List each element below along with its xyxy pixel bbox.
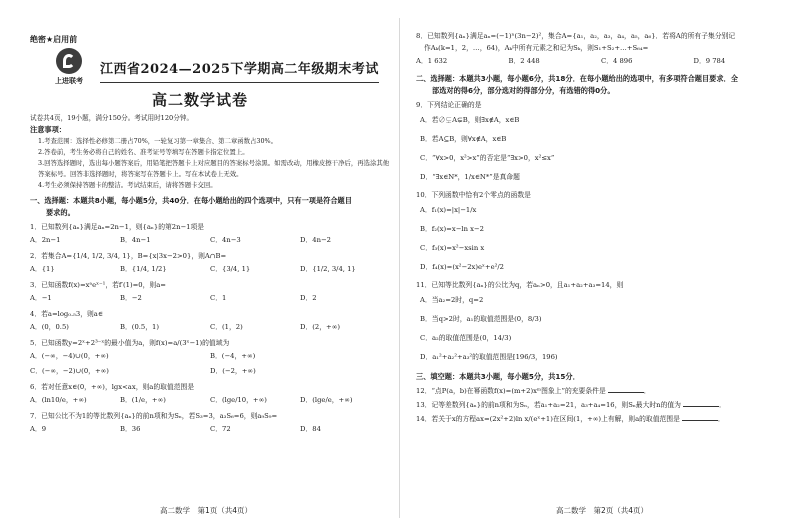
question-13: 13．记等差数列{aₙ}的前n项和为Sₙ，若a₁+a₂=21，a₃+a₄=16，则Sₙ最大时n的值为 ． <box>416 401 726 409</box>
subject-title: 高二数学试卷 <box>151 91 248 109</box>
answer-blank[interactable] <box>608 392 644 393</box>
option-b[interactable]: B．f₂(x)=x−ln x−2 <box>420 225 484 233</box>
note-item: 2.答卷前，考生务必将自己的姓名、准考证号等填写在答题卡指定位置上。 <box>38 148 249 156</box>
question-7: 7．已知公比不为1的等比数列{aₙ}的前n项和为Sₙ，若S₃=3，a₃S₆=6，则a₉S₉= <box>30 412 278 420</box>
option-b[interactable]: B．(−4，+∞) <box>210 352 256 360</box>
option-b[interactable]: B．{1/4, 1/2} <box>120 265 167 273</box>
right-page-body <box>416 28 786 425</box>
question-2: 2．若集合A={1/4, 1/2, 3/4, 1}，B={x|3x−2>0}，则A∩B= <box>30 252 227 260</box>
question-5: 5．已知函数y=2ˣ+2³⁻ˣ的最小值为a，则f(x)=a/(3ˣ−1)的值域为 <box>30 339 230 347</box>
exam-logo <box>52 48 86 92</box>
option-a[interactable]: A．(−∞，−4)∪(0，+∞) <box>30 352 109 360</box>
confidential-mark: 绝密★启用前 <box>30 35 78 44</box>
question-10: 10．下列函数中恰有2个零点的函数是 <box>416 191 531 199</box>
question-12: 12．“点P(a，b)在幂函数f(x)=(m+2)xᵐ图象上”的充要条件是 ． <box>416 387 651 395</box>
question-4: 4．若a=log₀.₅3，则a∈ <box>30 310 103 318</box>
option-a[interactable]: A．若∅⊊A⊊B，则∃x∉A，x∈B <box>420 116 520 124</box>
option-a[interactable]: A．2n−1 <box>30 236 61 244</box>
option-c[interactable]: C．(1，2) <box>210 323 243 331</box>
page-footer-left: 高二数学 第1页（共4页） <box>160 506 253 515</box>
option-d[interactable]: D．84 <box>300 425 321 433</box>
option-d[interactable]: D．4n−2 <box>300 236 331 244</box>
option-a[interactable]: A．9 <box>30 425 47 433</box>
question-3: 3．已知函数f(x)=xᵃeˣ⁻¹，若f′(1)=0，则a= <box>30 281 166 289</box>
question-4-options <box>30 320 390 335</box>
page-footer-right: 高二数学 第2页（共4页） <box>556 506 649 515</box>
option-c[interactable]: C．{3/4, 1} <box>210 265 251 273</box>
option-a[interactable]: A．−1 <box>30 294 52 302</box>
option-a[interactable]: A．1 632 <box>416 57 448 65</box>
section2-title: 二、选择题：本题共3小题，每小题6分，共18分．在每小题给出的选项中，有多项符合题目要求．全 部选对的得6分，部分选对的得部分分，有选错的得0分。 <box>416 74 738 95</box>
option-a[interactable]: A．f₁(x)=|x|−1/x <box>420 206 477 214</box>
option-d[interactable]: D．a₁²+a₂²+a₃²的取值范围是[196/3，196) <box>420 353 558 361</box>
question-5-options-row1 <box>30 349 390 364</box>
question-14: 14．若关于x的方程ax=(2x²+2)ln x/(eˣ+1)在区间(1，+∞)上有解，则a的取值范围是 ． <box>416 415 725 423</box>
option-d[interactable]: D．{1/2, 3/4, 1} <box>300 265 356 273</box>
option-c[interactable]: C．“∀x>0，x²>x”的否定是“∃x>0，x²≤x” <box>420 154 555 162</box>
option-d[interactable]: D．2 <box>300 294 317 302</box>
question-1: 1．已知数列{aₙ}满足aₙ=2n−1，则{aₙ}的第2n−1项是 <box>30 223 205 231</box>
left-page-body <box>30 112 390 437</box>
option-d[interactable]: D．(2，+∞) <box>300 323 341 331</box>
question-1-options <box>30 233 390 248</box>
note-item: 1.考查范围：选择性必修第二册占70%，一轮复习第一章集合、第二章函数占30%。 <box>38 137 278 145</box>
option-c[interactable]: C．a₂的取值范围是(0，14/3) <box>420 334 512 342</box>
answer-blank[interactable] <box>682 420 718 421</box>
option-c[interactable]: C．72 <box>210 425 231 433</box>
question-9: 9．下列结论正确的是 <box>416 101 482 109</box>
option-d[interactable]: D．9 784 <box>693 57 726 65</box>
option-c[interactable]: C．1 <box>210 294 227 302</box>
logo-icon <box>56 48 82 74</box>
option-b[interactable]: B．2 448 <box>508 57 540 65</box>
option-c[interactable]: C．f₃(x)=x²−xsin x <box>420 244 485 252</box>
question-3-options <box>30 291 390 306</box>
option-b[interactable]: B．(0.5，1) <box>120 323 160 331</box>
question-6-options <box>30 393 390 408</box>
option-d[interactable]: D．“∃x∈N*，1/x∈N*”是真命题 <box>420 173 520 181</box>
logo-text: 上进联考 <box>55 77 83 85</box>
section1-title: 一、选择题：本题共8小题，每小题5分，共40分．在每小题给出的四个选项中，只有一项是符合题目 要求的。 <box>30 196 352 217</box>
option-b[interactable]: B．(1/e，+∞) <box>120 396 166 404</box>
question-6: 6．若对任意x∈(0，+∞)，lgx<ax，则a的取值范围是 <box>30 383 195 391</box>
answer-blank[interactable] <box>683 406 719 407</box>
question-8-options <box>416 54 786 69</box>
option-c[interactable]: C．4 896 <box>601 57 633 65</box>
option-d[interactable]: D．(−2，+∞) <box>210 367 256 375</box>
option-a[interactable]: A．(ln10/e，+∞) <box>30 396 87 404</box>
option-b[interactable]: B．4n−1 <box>120 236 151 244</box>
question-7-options <box>30 422 390 437</box>
question-11: 11．已知等比数列{aₙ}的公比为q，若aₙ>0，且a₁+a₂+a₃=14，则 <box>416 281 624 289</box>
question-2-options <box>30 262 390 277</box>
option-b[interactable]: B．−2 <box>120 294 142 302</box>
option-b[interactable]: B．若A⊆B，则∀x∉A，x∈B <box>420 135 507 143</box>
option-c[interactable]: C．4n−3 <box>210 236 241 244</box>
option-b[interactable]: B．36 <box>120 425 141 433</box>
section3-title: 三、填空题：本题共3小题，每小题5分，共15分． <box>416 372 580 381</box>
option-a[interactable]: A．{1} <box>30 265 55 273</box>
exam-intro: 试卷共4页，19小题，满分150分。考试用时120分钟。 <box>30 114 194 122</box>
exam-title: 江西省2024—2025下学期高二年级期末考试 <box>100 58 379 77</box>
option-c[interactable]: C．(−∞，−2)∪(0，+∞) <box>30 367 109 375</box>
option-c[interactable]: C．(lge/10，+∞) <box>210 396 267 404</box>
option-b[interactable]: B．当q>2时，a₁的取值范围是(0，8/3) <box>420 315 542 323</box>
question-5-options-row2 <box>30 364 390 379</box>
note-item: 4.考生必须保持答题卡的整洁。考试结束后，请将答题卡交回。 <box>38 181 217 189</box>
option-a[interactable]: A．当a₂=2时，q=2 <box>420 296 484 304</box>
question-8: 8．已知数列{aₙ}满足aₙ=(−1)ⁿ(3n−2)²，集合A={a₁，a₂，a₃，a₄，a₅，a₆}．若将A的所有子集分别记 作Aₖ(k=1，2，…，64)，Aₖ中所有元素之和记为Sₖ，则S₁+S₂+…+S₆₄= <box>416 32 736 52</box>
note-item: 3.回答选择题时，选出每小题答案后，用铅笔把答题卡上对应题目的答案标号涂黑。如需改动，用橡皮擦干净后，再选涂其他答案标号。回答非选择题时，将答案写在答题卡上。写在本试卷上无效。 <box>38 159 390 178</box>
option-a[interactable]: A．(0，0.5) <box>30 323 69 331</box>
option-d[interactable]: D．(lge/e，+∞) <box>300 396 353 404</box>
option-d[interactable]: D．f₄(x)=(x²−2x)eˣ+e²/2 <box>420 263 504 271</box>
notes-heading: 注意事项： <box>30 125 66 134</box>
